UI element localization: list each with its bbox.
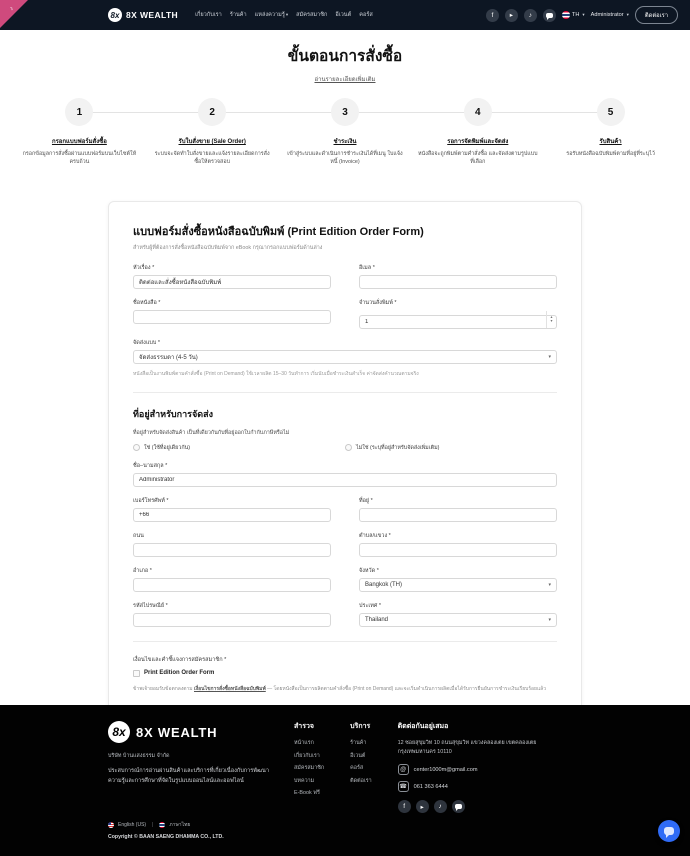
nav-item-courses[interactable]: คอร์ส xyxy=(359,12,373,18)
quantity-spinner-icon[interactable]: ▴ ▾ xyxy=(546,311,556,328)
step-4 xyxy=(411,98,544,167)
street-field xyxy=(133,532,331,557)
step-3-desc: เข้าสู่ระบบและดำเนินการชำระเงินได้ที่เมนู ใบแจ้งหนี้ (Invoice) xyxy=(287,151,403,166)
phone-input[interactable] xyxy=(133,508,331,522)
footer-link-ebook[interactable]: E-Book ฟรี xyxy=(294,790,320,796)
phone-icon: ☎ xyxy=(398,781,409,792)
terms-checkbox-label: Print Edition Order Form xyxy=(144,670,215,677)
terms-checkbox-row[interactable] xyxy=(133,670,557,677)
name-input[interactable] xyxy=(133,473,557,487)
step-2-number: 2 xyxy=(198,98,226,126)
book-title-input[interactable] xyxy=(133,310,331,324)
facebook-icon[interactable]: f xyxy=(486,9,499,22)
footer-brand-block xyxy=(108,721,268,813)
address-section-title: ที่อยู่สำหรับการจัดส่ง xyxy=(133,408,213,419)
footer-logo[interactable] xyxy=(108,721,268,743)
address-field xyxy=(359,497,557,522)
chevron-down-icon: ▾ xyxy=(626,12,629,17)
footer-contact-column xyxy=(398,721,578,813)
chevron-down-icon: ▾ xyxy=(548,353,551,360)
book-title-field xyxy=(133,299,331,329)
quantity-stepper[interactable] xyxy=(359,315,557,329)
lang-thai[interactable]: ภาษาไทย xyxy=(169,822,191,829)
country-label: ประเทศ * xyxy=(359,602,382,609)
chevron-down-icon: ▾ xyxy=(548,616,551,623)
district-field xyxy=(133,567,331,592)
province-label: จังหวัด * xyxy=(359,567,379,574)
footer-address: 12 ซอยสุขุมวิท 10 ถนนสุขุมวิท แขวงคลองเตย เขตคลองเตย กรุงเทพมหานคร 10110 xyxy=(397,740,537,756)
footer-link-contact[interactable]: ติดต่อเรา xyxy=(350,777,372,784)
us-flag-icon xyxy=(108,822,114,828)
radio-icon[interactable] xyxy=(345,444,352,451)
subdistrict-input[interactable] xyxy=(359,543,557,557)
step-5-title[interactable]: รับสินค้า xyxy=(599,139,622,145)
footer-explore-title: สำรวจ xyxy=(294,723,314,730)
lang-english[interactable]: English (US) xyxy=(118,822,147,829)
step-1-number: 1 xyxy=(65,98,93,126)
hero-section xyxy=(0,30,690,86)
footer-link-articles[interactable]: บทความ xyxy=(294,777,315,784)
form-subtitle: สำหรับผู้ที่ต้องการสั่งซื้อหนังสือฉบับพิมพ์จาก eBook กรุณากรอกแบบฟอร์มด้านล่าง xyxy=(133,244,323,251)
nav-item-shop[interactable]: ร้านค้า xyxy=(229,12,247,18)
email-label: อีเมล * xyxy=(359,264,375,271)
step-3 xyxy=(279,98,412,167)
postcode-input[interactable] xyxy=(133,613,331,627)
footer-explore-column xyxy=(294,721,324,813)
divider xyxy=(133,392,557,393)
language-selector[interactable]: TH ▾ xyxy=(562,11,585,19)
postcode-field xyxy=(133,602,331,627)
footer-link-about[interactable]: เกี่ยวกับเรา xyxy=(294,752,320,759)
address-label: ที่อยู่ * xyxy=(359,497,373,504)
chat-bubble-icon xyxy=(664,827,674,835)
nav-item-events[interactable]: อีเวนต์ xyxy=(335,12,352,18)
brand-name: 8X WEALTH xyxy=(126,10,179,20)
tiktok-icon[interactable]: ♪ xyxy=(434,800,447,813)
street-label: ถนน xyxy=(133,532,144,539)
nav-item-membership[interactable]: สมัครสมาชิก xyxy=(296,12,328,18)
facebook-icon[interactable]: f xyxy=(398,800,411,813)
footer-description: ประสบการณ์การอ่านผ่านสินค้าและบริการที่เกี่ยวเนื่องกับการพัฒนาความรู้และการศึกษาที่จัดในรูปแบบออนไลน์และออฟไลน์ xyxy=(108,768,269,784)
country-select[interactable]: Thailand ▾ xyxy=(359,613,557,627)
radio-different-address[interactable]: ไม่ใช่ (ระบุที่อยู่สำหรับจัดส่งเพิ่มเติม) xyxy=(345,444,557,452)
chevron-down-icon: ▾ xyxy=(285,12,289,17)
terms-label: เงื่อนไขและคำชี้แจงการสมัครสมาชิก * xyxy=(133,656,227,663)
book-title-label: ชื่อหนังสือ * xyxy=(133,299,161,306)
postcode-label: รหัสไปรษณีย์ * xyxy=(133,602,168,609)
brand-logo[interactable] xyxy=(108,8,178,22)
main-nav xyxy=(195,11,373,19)
step-4-number: 4 xyxy=(464,98,492,126)
subject-input[interactable] xyxy=(133,275,331,289)
step-1-desc: กรอกข้อมูลการสั่งซื้อผ่านแบบฟอร์มบนเว็บไซต์ให้ครบถ้วน xyxy=(22,151,137,166)
checkbox-icon[interactable] xyxy=(133,670,140,677)
address-question: ที่อยู่สำหรับจัดส่งสินค้า เป็นที่เดียวกันกับที่อยู่ออกใบกำกับภาษีหรือไม่ xyxy=(133,429,290,436)
chevron-down-icon: ▾ xyxy=(548,581,551,588)
navbar-right xyxy=(486,6,678,24)
step-4-desc: หนังสือจะถูกพิมพ์ตามคำสั่งซื้อ และจัดส่งตามรูปแบบที่เลือก xyxy=(417,151,538,166)
address-input[interactable] xyxy=(359,508,557,522)
footer-link-events[interactable]: อีเวนต์ xyxy=(350,752,366,759)
step-5-number: 5 xyxy=(597,98,625,126)
subject-field xyxy=(133,264,331,289)
navbar xyxy=(0,0,690,30)
order-steps xyxy=(13,98,677,167)
quantity-label: จำนวนสั่งพิมพ์ * xyxy=(359,299,397,306)
divider xyxy=(133,641,557,642)
shipping-label: จัดส่งแบบ * xyxy=(133,339,161,346)
radio-same-address[interactable]: ใช่ (ใช้ที่อยู่เดียวกัน) xyxy=(133,444,345,452)
footer-link-shop[interactable]: ร้านค้า xyxy=(350,740,367,746)
youtube-icon[interactable]: ▸ xyxy=(416,800,429,813)
footer-link-home[interactable]: หน้าแรก xyxy=(294,740,314,746)
footer-logo-icon: 8x xyxy=(108,721,130,743)
step-2 xyxy=(146,98,279,167)
step-1-title[interactable]: กรอกแบบฟอร์มสั่งซื้อ xyxy=(51,139,107,145)
step-3-number: 3 xyxy=(331,98,359,126)
step-5 xyxy=(544,98,677,167)
country-field xyxy=(359,602,557,627)
thai-flag-icon xyxy=(562,11,570,19)
footer-brand-name: 8X WEALTH xyxy=(136,724,218,740)
read-more-link[interactable]: อ่านรายละเอียดเพิ่มเติม xyxy=(314,77,376,83)
youtube-icon[interactable]: ▸ xyxy=(505,9,518,22)
name-label: ชื่อ–นามสกุล * xyxy=(133,462,168,469)
footer-services-column xyxy=(350,721,372,813)
footer-link-courses[interactable]: คอร์ส xyxy=(350,765,364,771)
nav-item-knowledge[interactable]: แหล่งความรู้▾ xyxy=(254,12,289,18)
footer-bottom-bar xyxy=(108,821,690,840)
envelope-icon: @ xyxy=(398,764,409,775)
brand-logo-icon: 8x xyxy=(108,8,122,22)
thai-flag-icon xyxy=(159,822,165,828)
step-5-desc: รอรับหนังสือฉบับพิมพ์ตามที่อยู่ที่ระบุไว้ xyxy=(566,151,655,157)
subject-label: หัวเรื่อง * xyxy=(133,264,155,271)
radio-icon[interactable] xyxy=(133,444,140,451)
shipping-select[interactable]: จัดส่งธรรมดา (4-5 วัน) ▾ xyxy=(133,350,557,364)
step-1 xyxy=(13,98,146,167)
footer xyxy=(0,705,690,856)
order-form-card xyxy=(108,201,582,741)
form-title: แบบฟอร์มสั่งซื้อหนังสือฉบับพิมพ์ (Print Edition Order Form) xyxy=(133,225,424,238)
contact-button[interactable]: ติดต่อเรา xyxy=(635,6,678,24)
divider: | xyxy=(152,822,154,829)
line-icon[interactable] xyxy=(543,9,556,22)
phone-field xyxy=(133,497,331,522)
district-label: อำเภอ * xyxy=(133,567,152,574)
tiktok-icon[interactable]: ♪ xyxy=(524,9,537,22)
email-field xyxy=(359,264,557,289)
step-3-title[interactable]: ชำระเงิน xyxy=(333,139,357,145)
phone-label: เบอร์โทรศัพท์ * xyxy=(133,497,169,504)
shipping-field xyxy=(133,339,557,364)
ribbon-icon: ♪ xyxy=(8,5,16,13)
chat-launcher-button[interactable] xyxy=(658,820,680,842)
subdistrict-label: ตำบล/แขวง * xyxy=(359,532,391,539)
subdistrict-field xyxy=(359,532,557,557)
chevron-down-icon: ▾ xyxy=(582,12,585,17)
step-2-desc: ระบบจะจัดทำใบสั่งขายและแจ้งรายละเอียดการสั่งซื้อให้ตรวจสอบ xyxy=(154,151,270,166)
terms-link[interactable]: เงื่อนไขการสั่งซื้อหนังสือฉบับพิมพ์ xyxy=(194,685,266,692)
district-input[interactable] xyxy=(133,578,331,592)
quantity-field xyxy=(359,299,557,329)
street-input[interactable] xyxy=(133,543,331,557)
copyright-text: Copyright © BAAN SAENG DHAMMA CO., LTD. xyxy=(108,834,224,841)
line-icon[interactable] xyxy=(452,800,465,813)
shipping-note: หนังสือเป็นงานพิมพ์ตามคำสั่งซื้อ (Print on Demand) ใช้เวลาผลิต 15–30 วันทำการ เริ่มนับเมื่อชำระเงินสำเร็จ ค่าจัดส่งคำนวณตามจริง xyxy=(133,370,419,377)
step-4-title[interactable]: รอการจัดพิมพ์และจัดส่ง xyxy=(447,139,509,145)
footer-link-membership[interactable]: สมัครสมาชิก xyxy=(294,765,325,771)
province-field xyxy=(359,567,557,592)
footer-contact-title: ติดต่อกันอยู่เสมอ xyxy=(397,723,449,730)
step-2-title[interactable]: รับใบสั่งขาย (Sale Order) xyxy=(178,139,246,145)
footer-services-title: บริการ xyxy=(350,723,371,730)
province-select[interactable]: Bangkok (TH) ▾ xyxy=(359,578,557,592)
name-field xyxy=(133,462,557,487)
footer-company: บริษัท บ้านแสงธรรม จำกัด xyxy=(108,753,170,759)
footer-phone[interactable]: ☎ 061 363 6444 xyxy=(398,781,578,792)
footer-email[interactable]: @ center1000m@gmail.com xyxy=(398,764,578,775)
email-input[interactable] xyxy=(359,275,557,289)
terms-note: ข้าพเจ้ายอมรับข้อตกลงตาม เงื่อนไขการสั่งซื้อหนังสือฉบับพิมพ์ — โดยหนังสือเป็นการผลิตตามคำสั่งซื้อ (Print on Demand) และจะเริ่มดำเนินการผลิตเมื่อได้รับการยืนยันการชำระเงินเรียบร้อยแล้ว xyxy=(133,685,547,692)
user-menu[interactable]: Administrator ▾ xyxy=(590,12,629,18)
page-title: ขั้นตอนการสั่งซื้อ xyxy=(287,48,403,65)
nav-item-about[interactable]: เกี่ยวกับเรา xyxy=(195,12,222,18)
